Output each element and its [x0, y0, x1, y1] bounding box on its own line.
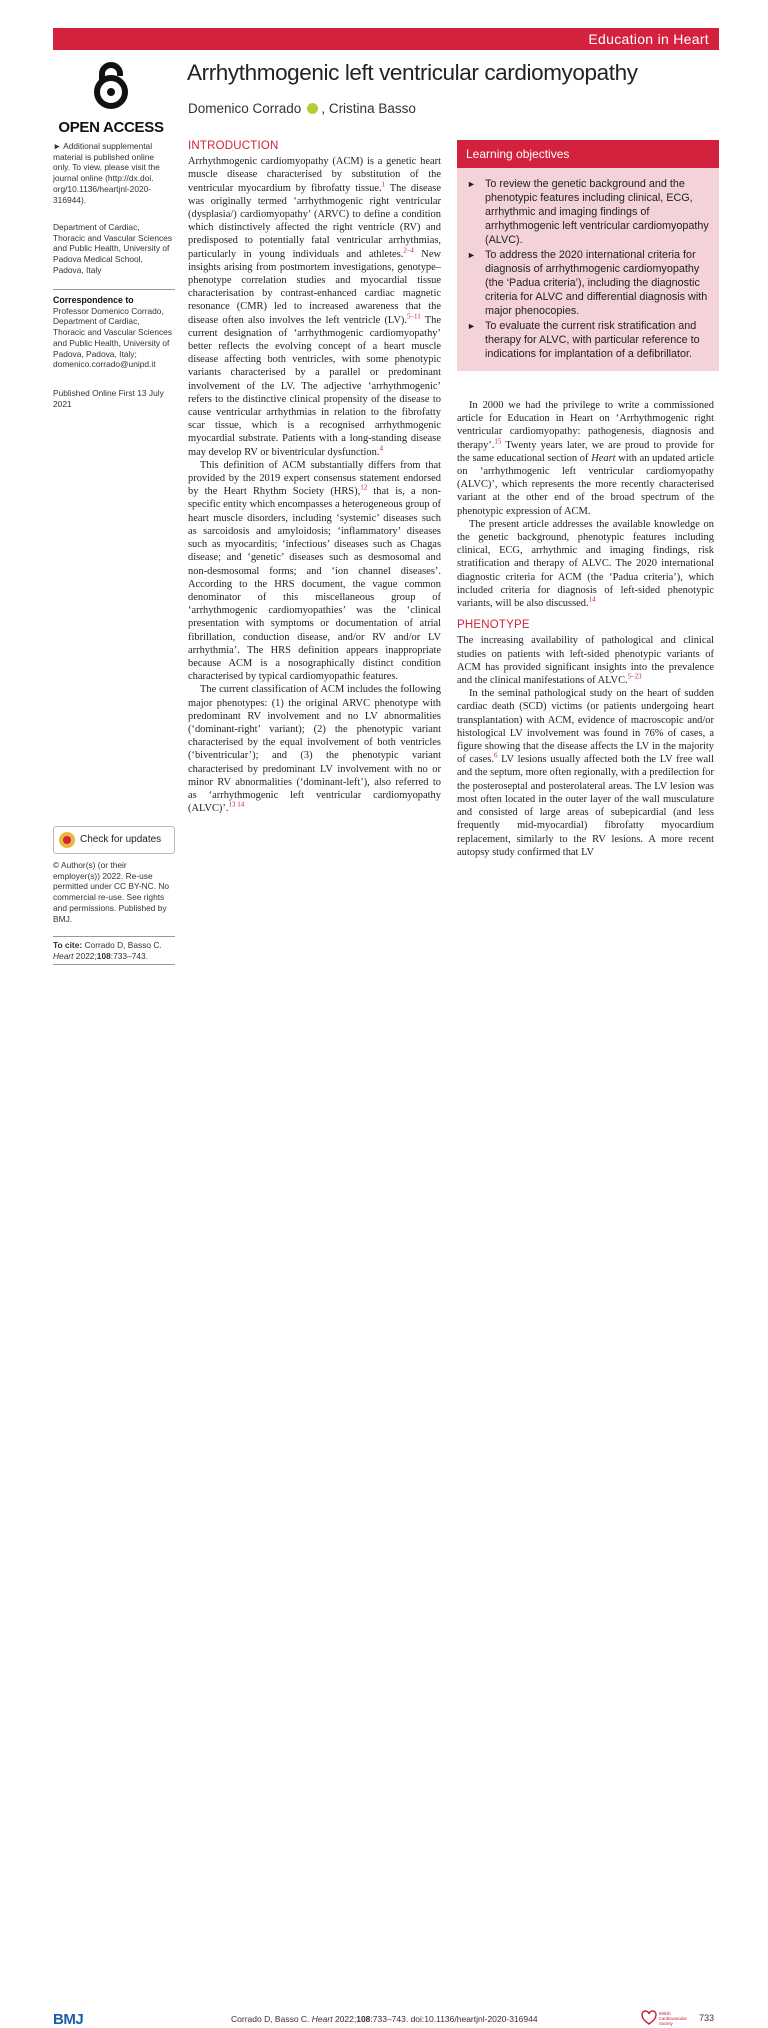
- correspondence-label: Correspondence to: [53, 295, 134, 305]
- ref-link[interactable]: 5–23: [627, 672, 642, 681]
- affiliation: Department of Cardiac, Thoracic and Vascular Sciences and Public Health, University of Padova Medical School, Padova, Italy: [53, 222, 173, 275]
- intro-paragraph-1: Arrhythmogenic cardiomyopathy (ACM) is a genetic heart muscle disease characterised by substitution of the ventricular myocardium by fibrofatty tissue.$^1$ The disease was originally termed ‘arrhythmogenic right ventricular (dysplasia/) cardiomyopathy’ (ARVC) to define a condition which distinctively affected the right ventricle (RV) and predisposed to potentially fatal ventricular arrhythmias, particularly in young individuals and athletes.$^{2-4}$ New insights arising from postmortem investigations, genotype–phenotype correlation studies and myocardial tissue characterisation by contrast-enhanced cardiac magnetic resonance (CMR) led to increased awareness that the disease often also involves the left ventricle (LV).$^{5-11}$ The current designation of ‘arrhythmogenic cardiomyopathy’ better reflects the evolving concept of a heart muscle disease affecting both ventricles, with some phenotypic variants characterised by a parallel or predominant involvement of the LV. The adjective ‘arrhythmogenic’ refers to the distinctive clinical propensity of the disease to cause ventricular arrhythmias in relation to the fibrofatty scar tissue, which is a recognised arrhythmogenic myocardial substrate. Patients with a long-standing disease may develop RV or biventricular dysfunction.$^4$: [188, 156, 442, 458]
- right-paragraph-2: The present article addresses the available knowledge on the genetic background, phenotypic features including clinical, ECG, arrhythmic and imaging findings, risk stratification and therapy of ALVC. The 2020 international diagnostic criteria for ACM (the ‘Padua criteria’), which included criteria for diagnosis of left-sided phenotypic variants, will be also discussed.$^{14}$: [457, 518, 714, 610]
- cite-volume: 108: [96, 950, 111, 961]
- right-paragraph-3: The increasing availability of pathological and clinical studies on patients with left-sided phenotypic variants of ACM has provided significant insights into the prevalence and the clinical manifestations of ALVC.$^{5-23}$: [457, 635, 714, 687]
- journal-name: Heart: [591, 452, 616, 464]
- open-access-lock-icon: [89, 62, 133, 110]
- ref-link[interactable]: 4: [379, 444, 383, 453]
- learning-objectives-heading: Learning objectives: [457, 140, 719, 168]
- right-paragraph-4: In the seminal pathological study on the heart of sudden cardiac death (SCD) victims (or patients undergoing heart transplantation) with ACM, evidence of macroscopic and/or histological LV involvement was found in 76% of cases, a figure showing that the disease affects the LV in the majority of cases.$^6$ LV lesions usually affected both the LV free wall and the septum, more often regionally, with a predilection for the posteroseptal and posterolateral areas. The LV lesion was most often located in the outer layer of the wall musculature and consisted of large areas of subepicardial (and less frequently mid-myocardial) fibrofatty myocardium replacement, similarly to the RV lesions. A more recent autopsy study confirmed that LV: [457, 688, 714, 858]
- section-banner: Education in Heart: [53, 28, 719, 50]
- ref-link[interactable]: 13 14: [228, 800, 245, 809]
- learning-objective-item: ► To review the genetic background and the phenotypic features including clinical, ECG, arrhythmic and imaging findings of arrhythmogenic left ventricular cardiomyopathy (ALVC).: [457, 177, 719, 247]
- ref-link[interactable]: 5–11: [406, 312, 421, 321]
- footer-citation: Corrado D, Basso C. Heart 2022;108:733–743. doi:10.1136/heartjnl-2020-316944: [231, 2014, 538, 2024]
- ref-link[interactable]: 14: [588, 595, 596, 604]
- author-first[interactable]: Domenico Corrado: [188, 101, 302, 116]
- learning-objectives-box: [457, 140, 719, 371]
- orcid-icon[interactable]: [307, 103, 318, 114]
- check-updates-icon: [59, 832, 75, 848]
- right-paragraph-1: In 2000 we had the privilege to write a commissioned article for Education in Heart on ‘Arrhythmogenic right ventricular cardiomyopathy: pathogenesis, diagnosis and therapy’.$^{15}$ Twenty years later, we are proud to provide for the same educational section of Heart with an updated article on ‘arrhythmogenic left ventricular cardiomyopathy (ALVC)’, which represents the more recently characterised variant at the other end of the broad spectrum of the phenotypic expression of ACM.: [457, 400, 714, 517]
- learning-objective-item: ► To address the 2020 international criteria for diagnosis of arrhythmogenic cardiomyopathy (the ‘Padua criteria’), including the diagnostic criteria for ALVC and differential diagnosis with major phenocopies.: [457, 248, 719, 318]
- check-for-updates-button[interactable]: [53, 826, 175, 854]
- ref-link[interactable]: 15: [494, 437, 502, 446]
- check-updates-label: Check for updates: [80, 834, 162, 845]
- intro-paragraph-2: This definition of ACM substantially differs from that provided by the 2019 expert consensus statement endorsed by the Heart Rhythm Society (HRS),$^{12}$ that is, a non-specific entity which encompasses a heterogeneous group of heart muscle disorders, including ‘systemic’ diseases such as sarcoidosis and amyloidosis; ‘inflammatory’ diseases such as myocarditis; ‘infectious’ diseases such as Chagas disease; and ‘genetic’ diseases such as desmosomal and non-desmosomal forms; and ‘ion channel diseases’. According to the HRS document, the vague common denominator of this miscellaneous group of ‘arrhythmogenic cardiomyopathies’ was the ‘clinical presentation with symptoms or documentation of atrial fibrillation, conduction disease, and/or RV and/or LV arrhythmia’. The HRS definition appears inappropriate because ACM is a nosographically distinct condition characterised by typical cardiomyopathic features.: [188, 459, 441, 683]
- article-title: Arrhythmogenic left ventricular cardiomyopathy: [187, 60, 638, 85]
- cite-journal: Heart: [53, 950, 74, 961]
- author-second[interactable]: , Cristina Basso: [321, 101, 416, 116]
- author-list: [188, 101, 416, 116]
- ref-link[interactable]: 12: [360, 483, 368, 492]
- open-access-logo: [56, 62, 166, 136]
- page-number: 733: [699, 2013, 715, 2023]
- right-column: [457, 399, 714, 859]
- cite-pages: :733–743.: [110, 950, 149, 961]
- learning-objective-item: ► To evaluate the current risk stratification and therapy for ALVC, with particular reference to indications for implantation of a defibrillator.: [457, 319, 719, 361]
- ref-link[interactable]: 6: [493, 751, 498, 760]
- ref-link[interactable]: 2–4: [403, 246, 414, 255]
- open-access-label: OPEN ACCESS: [58, 119, 164, 136]
- intro-paragraph-3: The current classification of ACM includes the following major phenotypes: (1) the original ARVC phenotype with predominant RV involvement and no LV abnormalities (‘dominant-right’ variant); (2) the phenotypic variant characterised by the equal involvement of both ventricles (‘biventricular’); and (3) the phenotypic variant characterised by predominant LV involvement with no or minor RV abnormalities (‘dominant-left’), also referred to as ‘arrhythmogenic left ventricular cardiomyopathy (ALVC)’.$^{13 14}$: [188, 684, 441, 815]
- sidebar-divider: [53, 289, 175, 290]
- heart-society-icon: [641, 2010, 657, 2026]
- cite-authors: Corrado D, Basso C.: [84, 940, 162, 950]
- bmj-logo: BMJ: [53, 2011, 84, 2028]
- introduction-heading: INTRODUCTION: [188, 140, 279, 152]
- correspondence: [53, 295, 173, 370]
- society-name: British Cardiovascular Society: [659, 2011, 687, 2026]
- ref-link[interactable]: 1: [381, 180, 386, 189]
- supplemental-note: ► Additional supplemental material is published online only. To view, please visit the journal online (http://dx.doi. org/10.1136/heartjnl-2020-316944).: [53, 141, 160, 205]
- published-date: Published Online First 13 July 2021: [53, 388, 164, 409]
- phenotype-heading: PHENOTYPE: [457, 619, 530, 632]
- cite-box: [53, 936, 175, 965]
- cite-label: To cite:: [53, 940, 83, 950]
- introduction-column: [188, 140, 441, 815]
- copyright-note: © Author(s) (or their employer(s)) 2022. Re-use permitted under CC BY-NC. No commercial re-use. See rights and permissions. Published by BMJ.: [53, 860, 170, 924]
- cite-year: 2022;: [73, 950, 97, 961]
- correspondence-text: Professor Domenico Corrado, Department of Cardiac, Thoracic and Vascular Sciences and Public Health, University of Padova, Padova, Italy; domenico.corrado@unipd.it: [53, 305, 173, 370]
